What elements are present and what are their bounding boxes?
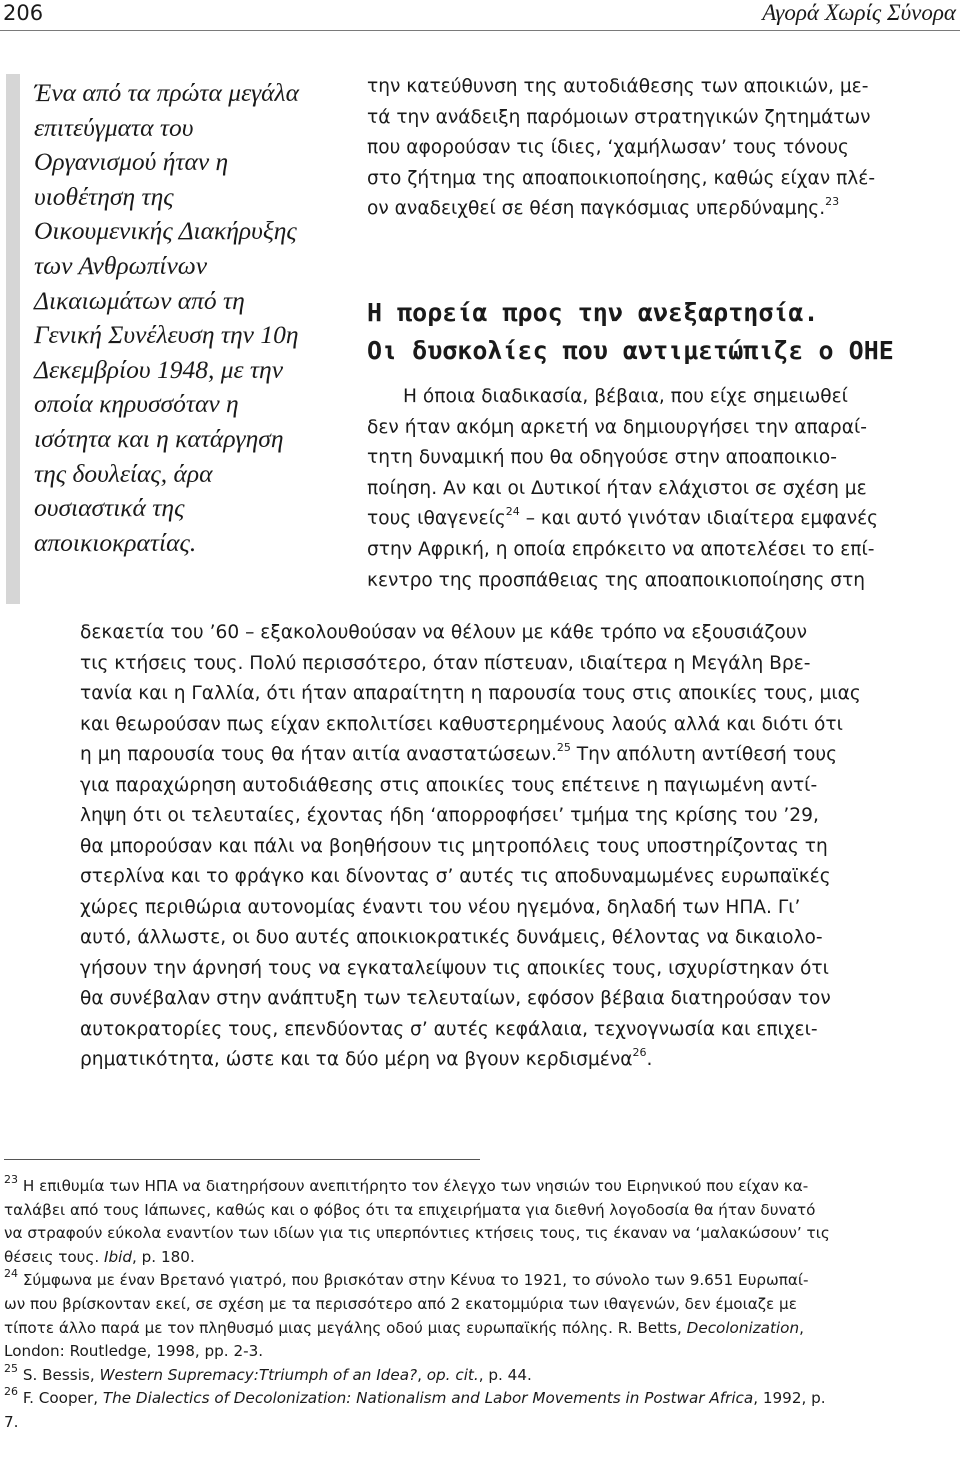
body-line: για παραχώρηση αυτοδιάθεσης στις αποικίες τους επέτεινε η παγιωμένη αντί- [80, 774, 818, 796]
body-text: Την απόλυτη αντίθεσή τους [570, 744, 837, 765]
pullquote-line: ουσιαστικά της [34, 493, 185, 523]
footnote-line [4, 1387, 956, 1411]
footnote-line [4, 1269, 956, 1293]
body-line: θα μπορούσαν και πάλι να βοηθήσουν τις μητροπόλεις τους υποστηρίζοντας τη [80, 835, 828, 857]
body-line: και θεωρούσαν πως είχαν εκπολιτίσει καθυστερημένους λαούς αλλά και διότι ότι [80, 713, 843, 735]
footnote-line [4, 1317, 956, 1341]
body-line: τις κτήσεις τους. Πολύ περισσότερο, όταν πίστευαν, ιδιαίτερα η Μεγάλη Βρε- [80, 652, 811, 674]
body-line: στο ζήτημα της αποαποικιοποίησης, καθώς είχαν πλέ- [367, 167, 876, 189]
footnote-line [4, 1246, 956, 1270]
footnote-line: να στραφούν εύκολα εναντίον των ιδίων για τις υπερπόντιες κτήσεις τους, τις έκαναν να ‘μαλακώσουν’ τις [4, 1224, 830, 1243]
body-line: κεντρο της προσπάθειας της αποαποικιοποίησης στη [367, 569, 866, 591]
body-line: αυτοκρατορίες τους, επενδύοντας σ’ αυτές κεφάλαια, τεχνογνωσία και επιχει- [80, 1018, 818, 1040]
pullquote [34, 76, 364, 560]
body-line [80, 1045, 960, 1076]
footnote-number: 26 [4, 1385, 18, 1399]
body-line: ποίηση. Αν και οι Δυτικοί ήταν ελάχιστοι σε σχέση με [367, 477, 867, 499]
footnote-text: , [417, 1365, 427, 1384]
pullquote-line: των Ανθρωπίνων [34, 250, 208, 280]
heading-line: Οι δυσκολίες που αντιμετώπιζε ο ΟΗΕ [367, 336, 894, 365]
pullquote-line: υιοθέτηση της [34, 181, 174, 211]
section-heading [367, 294, 894, 370]
pullquote-line: Γενική Συνέλευση την 10η [34, 320, 299, 350]
body-text: τους ιθαγενείς [367, 508, 506, 530]
pullquote-bar [6, 74, 20, 604]
header-rule [0, 30, 960, 31]
footnote-line [4, 1361, 956, 1388]
body-text: ρηματικότητα, ώστε και τα δύο μέρη να βγουν κερδισμένα [80, 1049, 633, 1070]
pullquote-line: Δεκεμβρίου 1948, με την [34, 354, 284, 384]
footnote-ref: 25 [556, 740, 571, 754]
footnote-text: Η επιθυμία των ΗΠΑ να διατηρήσουν ανεπιτήρητο τον έλεγχο των νησιών του Ειρηνικού που είχαν κα- [18, 1177, 809, 1195]
footnote-text: F. Cooper, [18, 1389, 103, 1408]
footnote-text: , 1992, p. [753, 1389, 826, 1408]
body-line: θα συνέβαλαν στην ανάπτυξη των τελευταίων, εφόσον βέβαια διατηρούσαν τον [80, 988, 831, 1009]
body-text: η μη παρουσία τους θα ήταν αιτία αναστατώσεων. [80, 744, 557, 765]
footnote-citation: Ibid [104, 1247, 132, 1266]
body-text: – και αυτό γινόταν ιδιαίτερα εμφανές [519, 508, 879, 530]
body-line: την κατεύθυνση της αυτοδιάθεσης των αποικιών, με- [367, 76, 869, 97]
footnote-citation: The Dialectics of Decolonization: Nationalism and Labor Movements in Postwar Africa [102, 1389, 754, 1408]
pullquote-line: ισότητα και η κατάργηση [34, 423, 284, 453]
footnote-text: Σύμφωνα με έναν Βρετανό γιατρό, που βρισκόταν στην Κένυα το 1921, το σύνολο των 9.651 Ευρωπαί- [18, 1271, 809, 1290]
body-line [367, 504, 957, 535]
footnote-citation: op. cit. [426, 1365, 479, 1384]
footnote-text: θέσεις τους. [4, 1247, 105, 1266]
footnote-number: 25 [4, 1361, 18, 1375]
body-line [367, 194, 957, 225]
full-width-paragraph [80, 618, 960, 1076]
footnote-citation: Decolonization [686, 1318, 800, 1337]
footnote-rule [4, 1159, 480, 1160]
footnote-line: 7. [4, 1412, 19, 1431]
footnote-text: , p. 180. [132, 1247, 195, 1266]
footnote-line [4, 1172, 956, 1199]
body-line: στερλίνα και το φράγκο και δίνοντας σ’ αυτές τις αποδυναμωμένες ευρωπαϊκές [80, 866, 831, 887]
footnote-citation: Western Supremacy:Ttriumph of an Idea? [99, 1365, 418, 1384]
footnote-number: 24 [4, 1267, 18, 1281]
body-line: Η όποια διαδικασία, βέβαια, που είχε σημειωθεί [403, 386, 848, 407]
body-line: αυτό, άλλωστε, οι δυο αυτές αποικιοκρατικές δυνάμεις, θέλοντας να δικαιολο- [80, 927, 823, 948]
pullquote-line: Οργανισμού ήταν η [34, 147, 229, 177]
footnote-number: 23 [4, 1172, 18, 1186]
footnote-text: , [799, 1318, 804, 1337]
footnote-text: S. Bessis, [18, 1365, 100, 1384]
body-text: ον αναδειχθεί σε θέση παγκόσμιας υπερδύναμης. [367, 198, 826, 220]
pullquote-line: Ένα από τα πρώτα μεγάλα [34, 78, 299, 107]
body-line: ληψη ότι οι τελευταίες, έχοντας ήδη ‘απορροφήσει’ τμήμα της κρίσης του ’29, [80, 805, 819, 826]
body-line: τητη δυναμική που θα οδηγούσε στην αποαποικιο- [367, 447, 837, 469]
footnote-text: , p. 44. [478, 1365, 532, 1384]
body-text: . [646, 1049, 653, 1070]
footnote-ref: 26 [632, 1045, 647, 1059]
section-paragraph [367, 382, 957, 596]
body-line: που αφορούσαν τις ίδιες, ‘χαμήλωσαν’ τους τόνους [367, 137, 849, 159]
body-line: γήσουν την άρνησή τους να εγκαταλείψουν τις αποικίες τους, ισχυρίστηκαν ότι [80, 957, 829, 979]
footnotes [4, 1172, 956, 1435]
footnote-text: τίποτε άλλο παρά με τον πληθυσμό μιας μεγάλης οδού μιας ευρωπαϊκής πόλης. R. Betts, [4, 1318, 687, 1337]
footnote-line: London: Routledge, 1998, pp. 2-3. [4, 1342, 264, 1361]
body-line: δεκαετία του ’60 – εξακολουθούσαν να θέλουν με κάθε τρόπο να εξουσιάζουν [80, 622, 807, 643]
footnote-line: ταλάβει από τους Ιάπωνες, καθώς και ο φόβος ότι τα επιχειρήματα για διεθνή λογοδοσία θα ήταν δυνατό [4, 1200, 816, 1219]
body-line: χώρες περιθώρια αυτονομίας έναντι του νέου ηγεμόνα, δηλαδή των ΗΠΑ. Γι’ [80, 896, 801, 918]
pullquote-line: Οικουμενικής Διακήρυξης [34, 216, 297, 246]
top-paragraph [367, 72, 957, 225]
running-title: Αγορά Χωρίς Σύνορα [762, 0, 956, 25]
pullquote-line: οποία κηρυσσόταν η [34, 389, 239, 419]
footnote-ref: 24 [505, 505, 520, 519]
pullquote-line: αποικιοκρατίας. [34, 527, 197, 557]
pullquote-line: επιτεύγματα του [34, 112, 194, 142]
body-line: τανία και η Γαλλία, ότι ήταν απαραίτητη η παρουσία τους στις αποικίες τους, μιας [80, 683, 861, 704]
page-number: 206 [3, 1, 44, 25]
body-line: τά την ανάδειξη παρόμοιων στρατηγικών ζητημάτων [367, 106, 871, 128]
pullquote-line: Δικαιωμάτων από τη [34, 285, 245, 315]
body-line [80, 740, 960, 771]
body-line: δεν ήταν ακόμη αρκετή να δημιουργήσει την απαραί- [367, 416, 867, 438]
footnote-ref: 23 [825, 195, 840, 209]
body-line: στην Αφρική, η οποία επρόκειτο να αποτελέσει το επί- [367, 538, 875, 560]
heading-line: Η πορεία προς την ανεξαρτησία. [367, 298, 819, 327]
pullquote-line: της δουλείας, άρα [34, 458, 213, 488]
footnote-line: ων που βρίσκονταν εκεί, σε σχέση με τα περισσότερο από 2 εκατομμύρια των ιθαγενών, δεν έμοιαζε με [4, 1294, 797, 1313]
